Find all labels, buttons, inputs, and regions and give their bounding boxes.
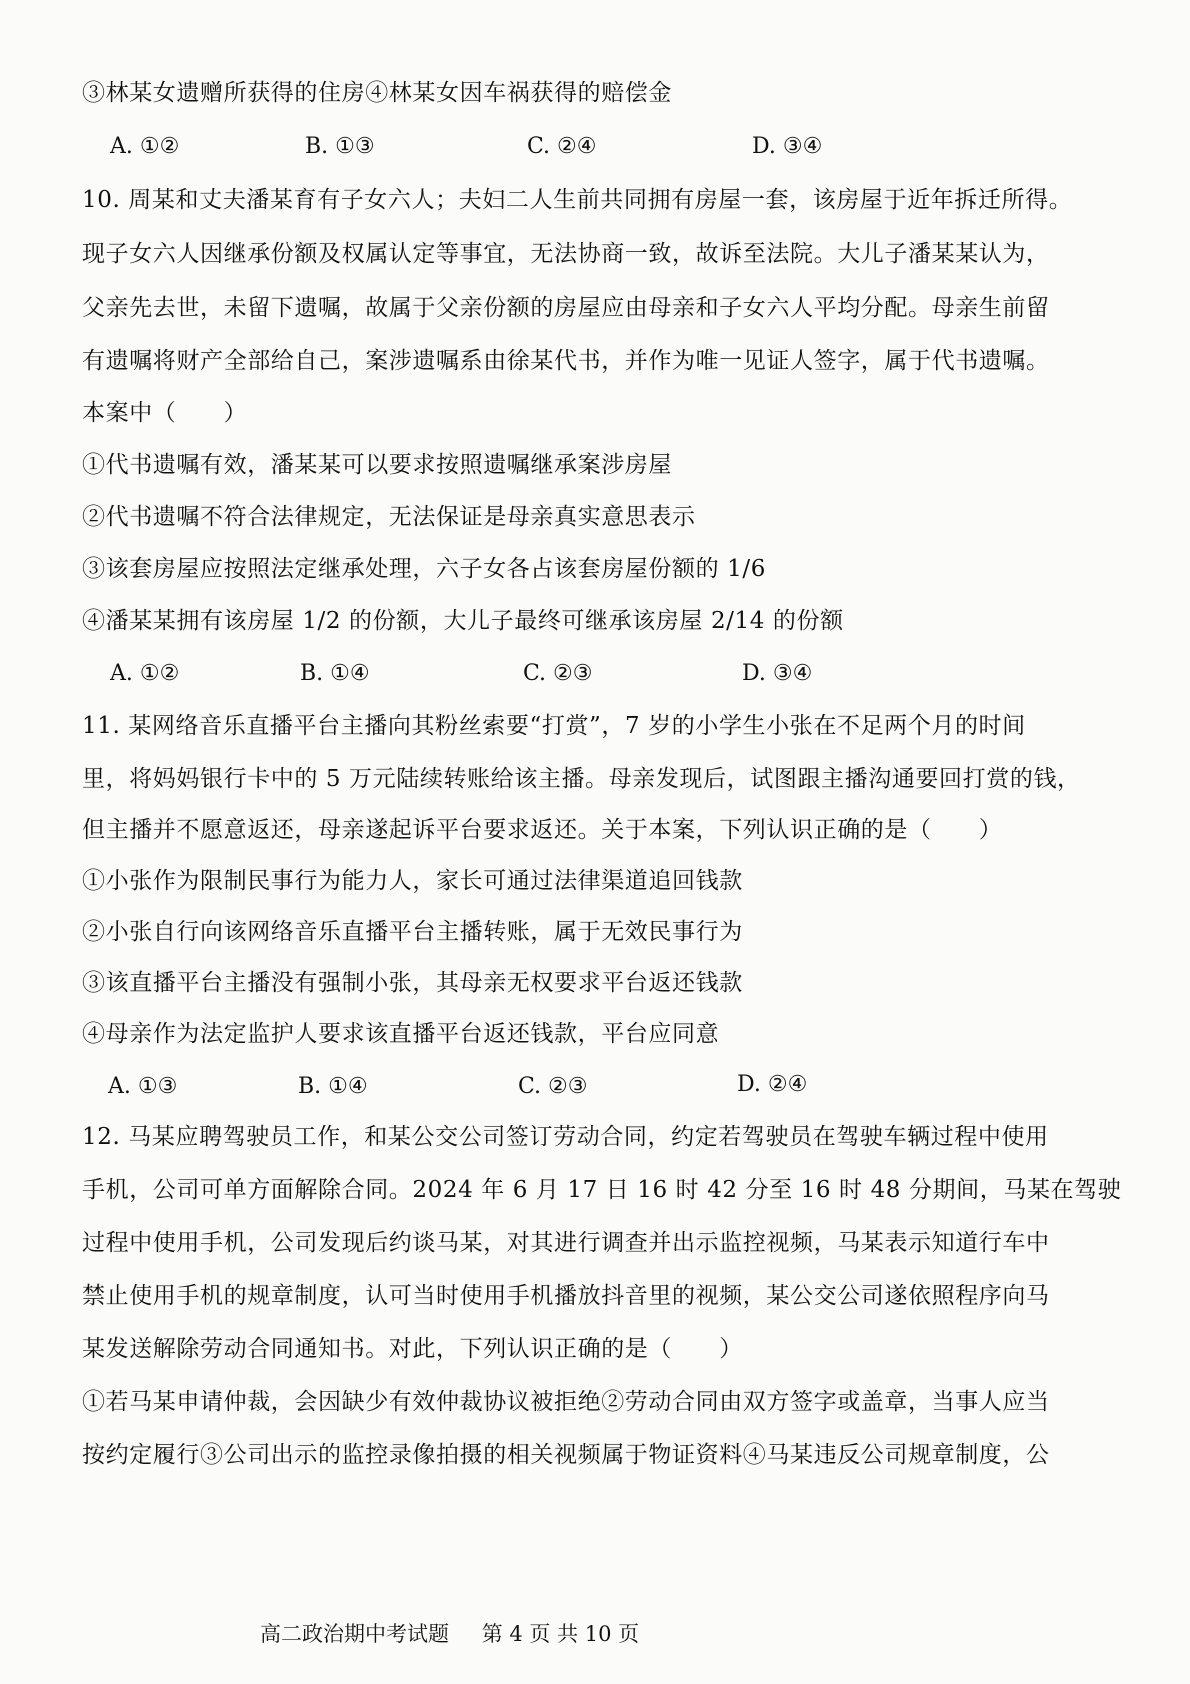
q10-line-4: 有遗嘱将财产全部给自己，案涉遗嘱系由徐某代书，并作为唯一见证人签字，属于代书遗嘱。 bbox=[82, 348, 1050, 374]
exam-title: 高二政治期中考试题 bbox=[260, 1622, 449, 1646]
q11-option-a: A. ①③ bbox=[108, 1074, 178, 1099]
page-number: 第 4 页 共 10 页 bbox=[481, 1622, 640, 1646]
page-footer bbox=[260, 1620, 665, 1648]
q10-line-1: 10. 周某和丈夫潘某育有子女六人；夫妇二人生前共同拥有房屋一套，该房屋于近年拆迁所得。 bbox=[82, 187, 1073, 213]
q11-statement-2: ②小张自行向该网络音乐直播平台主播转账，属于无效民事行为 bbox=[82, 919, 743, 945]
q11-option-c: C. ②③ bbox=[518, 1074, 588, 1099]
q11-option-b: B. ①④ bbox=[298, 1074, 368, 1099]
q11-line-2: 里，将妈妈银行卡中的 5 万元陆续转账给该主播。母亲发现后，试图跟主播沟通要回打赏的钱， bbox=[82, 766, 1081, 792]
q10-statement-4: ④潘某某拥有该房屋 1/2 的份额，大儿子最终可继承该房屋 2/14 的份额 bbox=[82, 608, 844, 634]
q10-option-a: A. ①② bbox=[110, 661, 180, 686]
q10-line-3: 父亲先去世，未留下遗嘱，故属于父亲份额的房屋应由母亲和子女六人平均分配。母亲生前留 bbox=[82, 295, 1050, 321]
q10-line-2: 现子女六人因继承份额及权属认定等事宜，无法协商一致，故诉至法院。大儿子潘某某认为， bbox=[82, 241, 1050, 267]
q10-statement-3: ③该套房屋应按照法定继承处理，六子女各占该套房屋份额的 1/6 bbox=[82, 556, 766, 582]
q9-continuation: ③林某女遗赠所获得的住房④林某女因车祸获得的赔偿金 bbox=[82, 80, 672, 106]
q11-option-d: D. ②④ bbox=[737, 1072, 808, 1097]
q10-option-d: D. ③④ bbox=[742, 661, 813, 686]
q11-statement-3: ③该直播平台主播没有强制小张，其母亲无权要求平台返还钱款 bbox=[82, 970, 743, 996]
q11-statement-1: ①小张作为限制民事行为能力人，家长可通过法律渠道追回钱款 bbox=[82, 868, 743, 894]
q11-line-3: 但主播并不愿意返还，母亲遂起诉平台要求返还。关于本案，下列认识正确的是（ ） bbox=[82, 817, 1003, 843]
q11-statement-4: ④母亲作为法定监护人要求该直播平台返还钱款，平台应同意 bbox=[82, 1021, 720, 1047]
q11-line-1: 11. 某网络音乐直播平台主播向其粉丝索要“打赏”，7 岁的小学生小张在不足两个月的时间 bbox=[82, 713, 1026, 739]
q10-stem-end: 本案中（ ） bbox=[82, 400, 248, 426]
q12-line-3: 过程中使用手机，公司发现后约谈马某，对其进行调查并出示监控视频，马某表示知道行车中 bbox=[82, 1230, 1050, 1256]
q12-line-4: 禁止使用手机的规章制度，认可当时使用手机播放抖音里的视频，某公交公司遂依照程序向马 bbox=[82, 1283, 1050, 1309]
q9-option-a: A. ①② bbox=[110, 134, 180, 159]
q9-option-c: C. ②④ bbox=[527, 134, 597, 159]
q10-option-c: C. ②③ bbox=[523, 661, 593, 686]
q9-option-b: B. ①③ bbox=[305, 134, 375, 159]
q10-option-b: B. ①④ bbox=[300, 661, 370, 686]
q12-line-1: 12. 马某应聘驾驶员工作，和某公交公司签订劳动合同，约定若驾驶员在驾驶车辆过程中使用 bbox=[82, 1124, 1049, 1150]
q12-statements-line-2: 按约定履行③公司出示的监控录像拍摄的相关视频属于物证资料④马某违反公司规章制度，公 bbox=[82, 1442, 1050, 1468]
q9-option-d: D. ③④ bbox=[752, 134, 823, 159]
q10-statement-1: ①代书遗嘱有效，潘某某可以要求按照遗嘱继承案涉房屋 bbox=[82, 452, 672, 478]
q10-statement-2: ②代书遗嘱不符合法律规定，无法保证是母亲真实意思表示 bbox=[82, 504, 696, 530]
q12-statements-line-1: ①若马某申请仲裁，会因缺少有效仲裁协议被拒绝②劳动合同由双方签字或盖章，当事人应当 bbox=[82, 1389, 1050, 1415]
q12-line-2: 手机，公司可单方面解除合同。2024 年 6 月 17 日 16 时 42 分至 16 时 48 分期间，马某在驾驶 bbox=[82, 1177, 1122, 1203]
q12-line-5: 某发送解除劳动合同通知书。对此，下列认识正确的是（ ） bbox=[82, 1336, 743, 1362]
